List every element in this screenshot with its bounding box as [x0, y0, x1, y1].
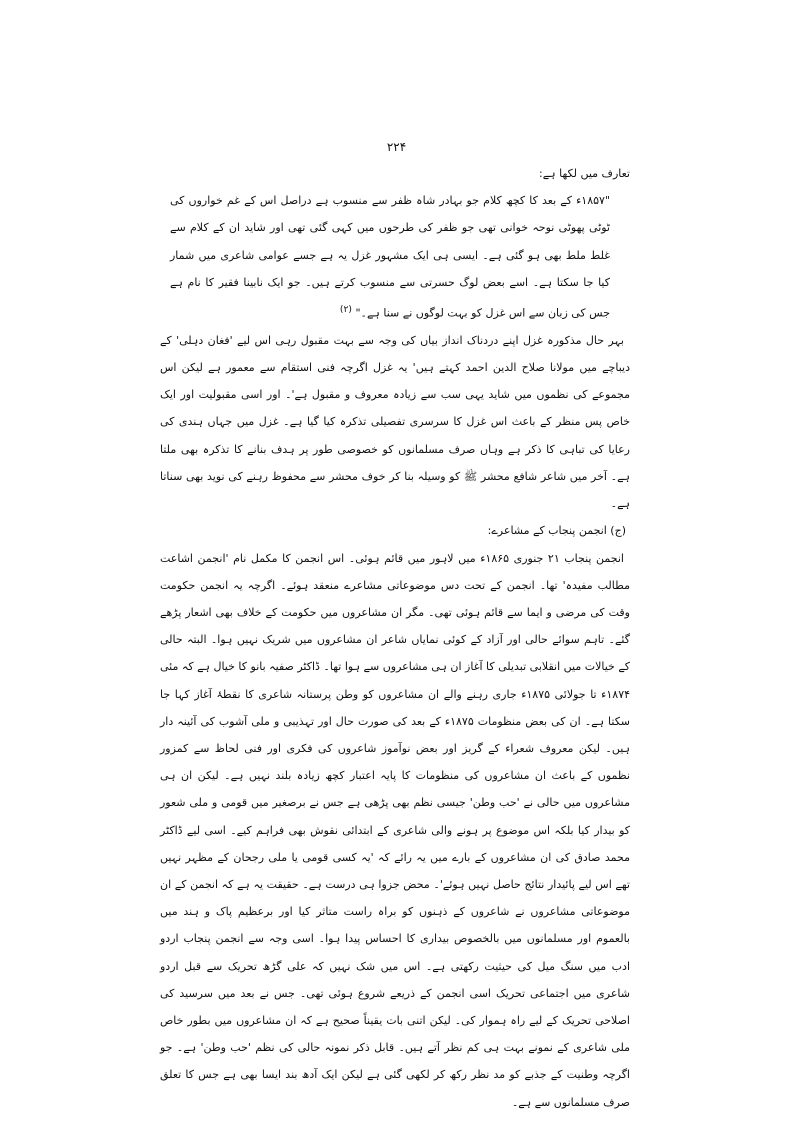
quote-footnote-ref: (۲): [339, 304, 352, 316]
section-heading: (ج) انجمن پنجاب کے مشاعرے:: [487, 524, 626, 538]
page-body: [160, 160, 630, 1116]
quote-text: "۱۸۵۷ء کے بعد کا کچھ کلام جو بہادر شاہ ظفر سے منسوب ہے دراصل اس کے غم خواروں کی ٹوٹی پھوٹی نوحہ خوانی تھی جو ظفر کی طرحوں میں کہی گئی تھی اور شاید ان کے کلام سے غلط ملط بھی ہو گئی ہے۔ ایسی ہی ایک مشہور غزل یہ ہے جسے عوامی شاعری میں شمار کیا جا سکتا ہے۔ اسے بعض لوگ حسرتی سے منسوب کرتے ہیں۔ جو ایک نابینا فقیر کا نام ہے جس کی زبان سے اس غزل کو بہت لوگوں نے سنا ہے۔": [170, 194, 610, 320]
paragraph-2: انجمن پنجاب ۲۱ جنوری ۱۸۶۵ء میں لاہور میں قائم ہوئی۔ اس انجمن کا مکمل نام 'انجمن اشاعت مطالب مفیدہ' تھا۔ انجمن کے تحت دس موضوعاتی مشاعرے منعقد ہوئے۔ اگرچہ یہ انجمن حکومت وقت کی مرضی و ایما سے قائم ہوئی تھی۔ مگر ان مشاعروں میں حکومت کے خلاف بھی اشعار پڑھے گئے۔ تاہم سوائے حالی اور آزاد کے کوئی نمایاں شاعر ان مشاعروں میں شریک نہیں ہوا۔ البتہ حالی کے خیالات میں انقلابی تبدیلی کا آغاز ان ہی مشاعروں سے ہوا تھا۔ ڈاکٹر صفیہ بانو کا خیال ہے کہ مئی ۱۸۷۴ء تا جولائی ۱۸۷۵ء جاری رہنے والے ان مشاعروں کو وطن پرستانہ شاعری کا نقطۂ آغاز کہا جا سکتا ہے۔ ان کی بعض منظومات ۱۸۷۵ء کے بعد کی صورت حال اور تہذیبی و ملی آشوب کی آئینہ دار ہیں۔ لیکن معروف شعراء کے گریز اور بعض نوآموز شاعروں کی فکری اور فنی لحاظ سے کمزور نظموں کے باعث ان مشاعروں کی منظومات کا پایہ اعتبار کچھ زیادہ بلند نہیں ہے۔ لیکن ان ہی مشاعروں میں حالی نے 'حب وطن' جیسی نظم بھی پڑھی ہے جس نے برصغیر میں قومی و ملی شعور کو بیدار کیا بلکہ اس موضوع پر ہونے والی شاعری کے ابتدائی نقوش بھی فراہم کیے۔ اسی لیے ڈاکٹر محمد صادق کی ان مشاعروں کے بارے میں یہ رائے کہ 'یہ کسی قومی یا ملی رجحان کے مظہر نہیں تھے اس لیے پائیدار نتائج حاصل نہیں ہوئے'۔ محض جزوا ہی درست ہے۔ حقیقت یہ ہے کہ انجمن کے ان موضوعاتی مشاعروں نے شاعروں کے ذہنوں کو براہ راست متاثر کیا اور برعظیم پاک و ہند میں بالعموم اور مسلمانوں میں بالخصوص بیداری کا احساس پیدا ہوا۔ اسی وجہ سے انجمن پنجاب اردو ادب میں سنگ میل کی حیثیت رکھتی ہے۔ اس میں شک نہیں کہ علی گڑھ تحریک سے قبل اردو شاعری میں اجتماعی تحریک اسی انجمن کے ذریعے شروع ہوئی تھی۔ جس نے بعد میں سرسید کی اصلاحی تحریک کے لیے راہ ہموار کی۔ لیکن اتنی بات یقیناً صحیح ہے کہ ان مشاعروں میں بطور خاص ملی شاعری کے نمونے بہت ہی کم نظر آتے ہیں۔ قابل ذکر نمونہ حالی کی نظم 'حب وطن' ہے۔ جو اگرچہ وطنیت کے جذبے کو مد نظر رکھ کر لکھی گئی ہے لیکن ایک آدھ بند ایسا بھی ہے جس کا تعلق صرف مسلمانوں سے ہے۔: [160, 551, 631, 1109]
page-number: ۲۲۴: [386, 140, 407, 154]
paragraph-1: بہر حال مذکورہ غزل اپنے دردناک انداز بیاں کی وجہ سے بہت مقبول رہی اس لیے 'فغان دہلی' کے دیباچے میں مولانا صلاح الدین احمد کہتے ہیں' یہ غزل اگرچہ فنی استقام سے معمور ہے لیکن اس مجموعے کی نظموں میں شاید یہی سب سے زیادہ معروف و مقبول ہے'۔ اور اسی مقبولیت اور ایک خاص پس منظر کے باعث اس غزل کا سرسری تفصیلی تذکرہ کیا گیا ہے۔ غزل میں جہاں ہندی کی رعایا کی تباہی کا ذکر ہے وہاں صرف مسلمانوں کو خصوصی طور پر ہدف بنانے کا تذکرہ بھی ملتا ہے۔ آخر میں شاعر شافع محشر ﷺ کو وسیلہ بنا کر خوف محشر سے محفوظ رہنے کی نوید بھی سناتا ہے۔: [160, 333, 630, 511]
block-quote: [160, 187, 630, 327]
intro-line: تعارف میں لکھا ہے:: [539, 167, 630, 180]
